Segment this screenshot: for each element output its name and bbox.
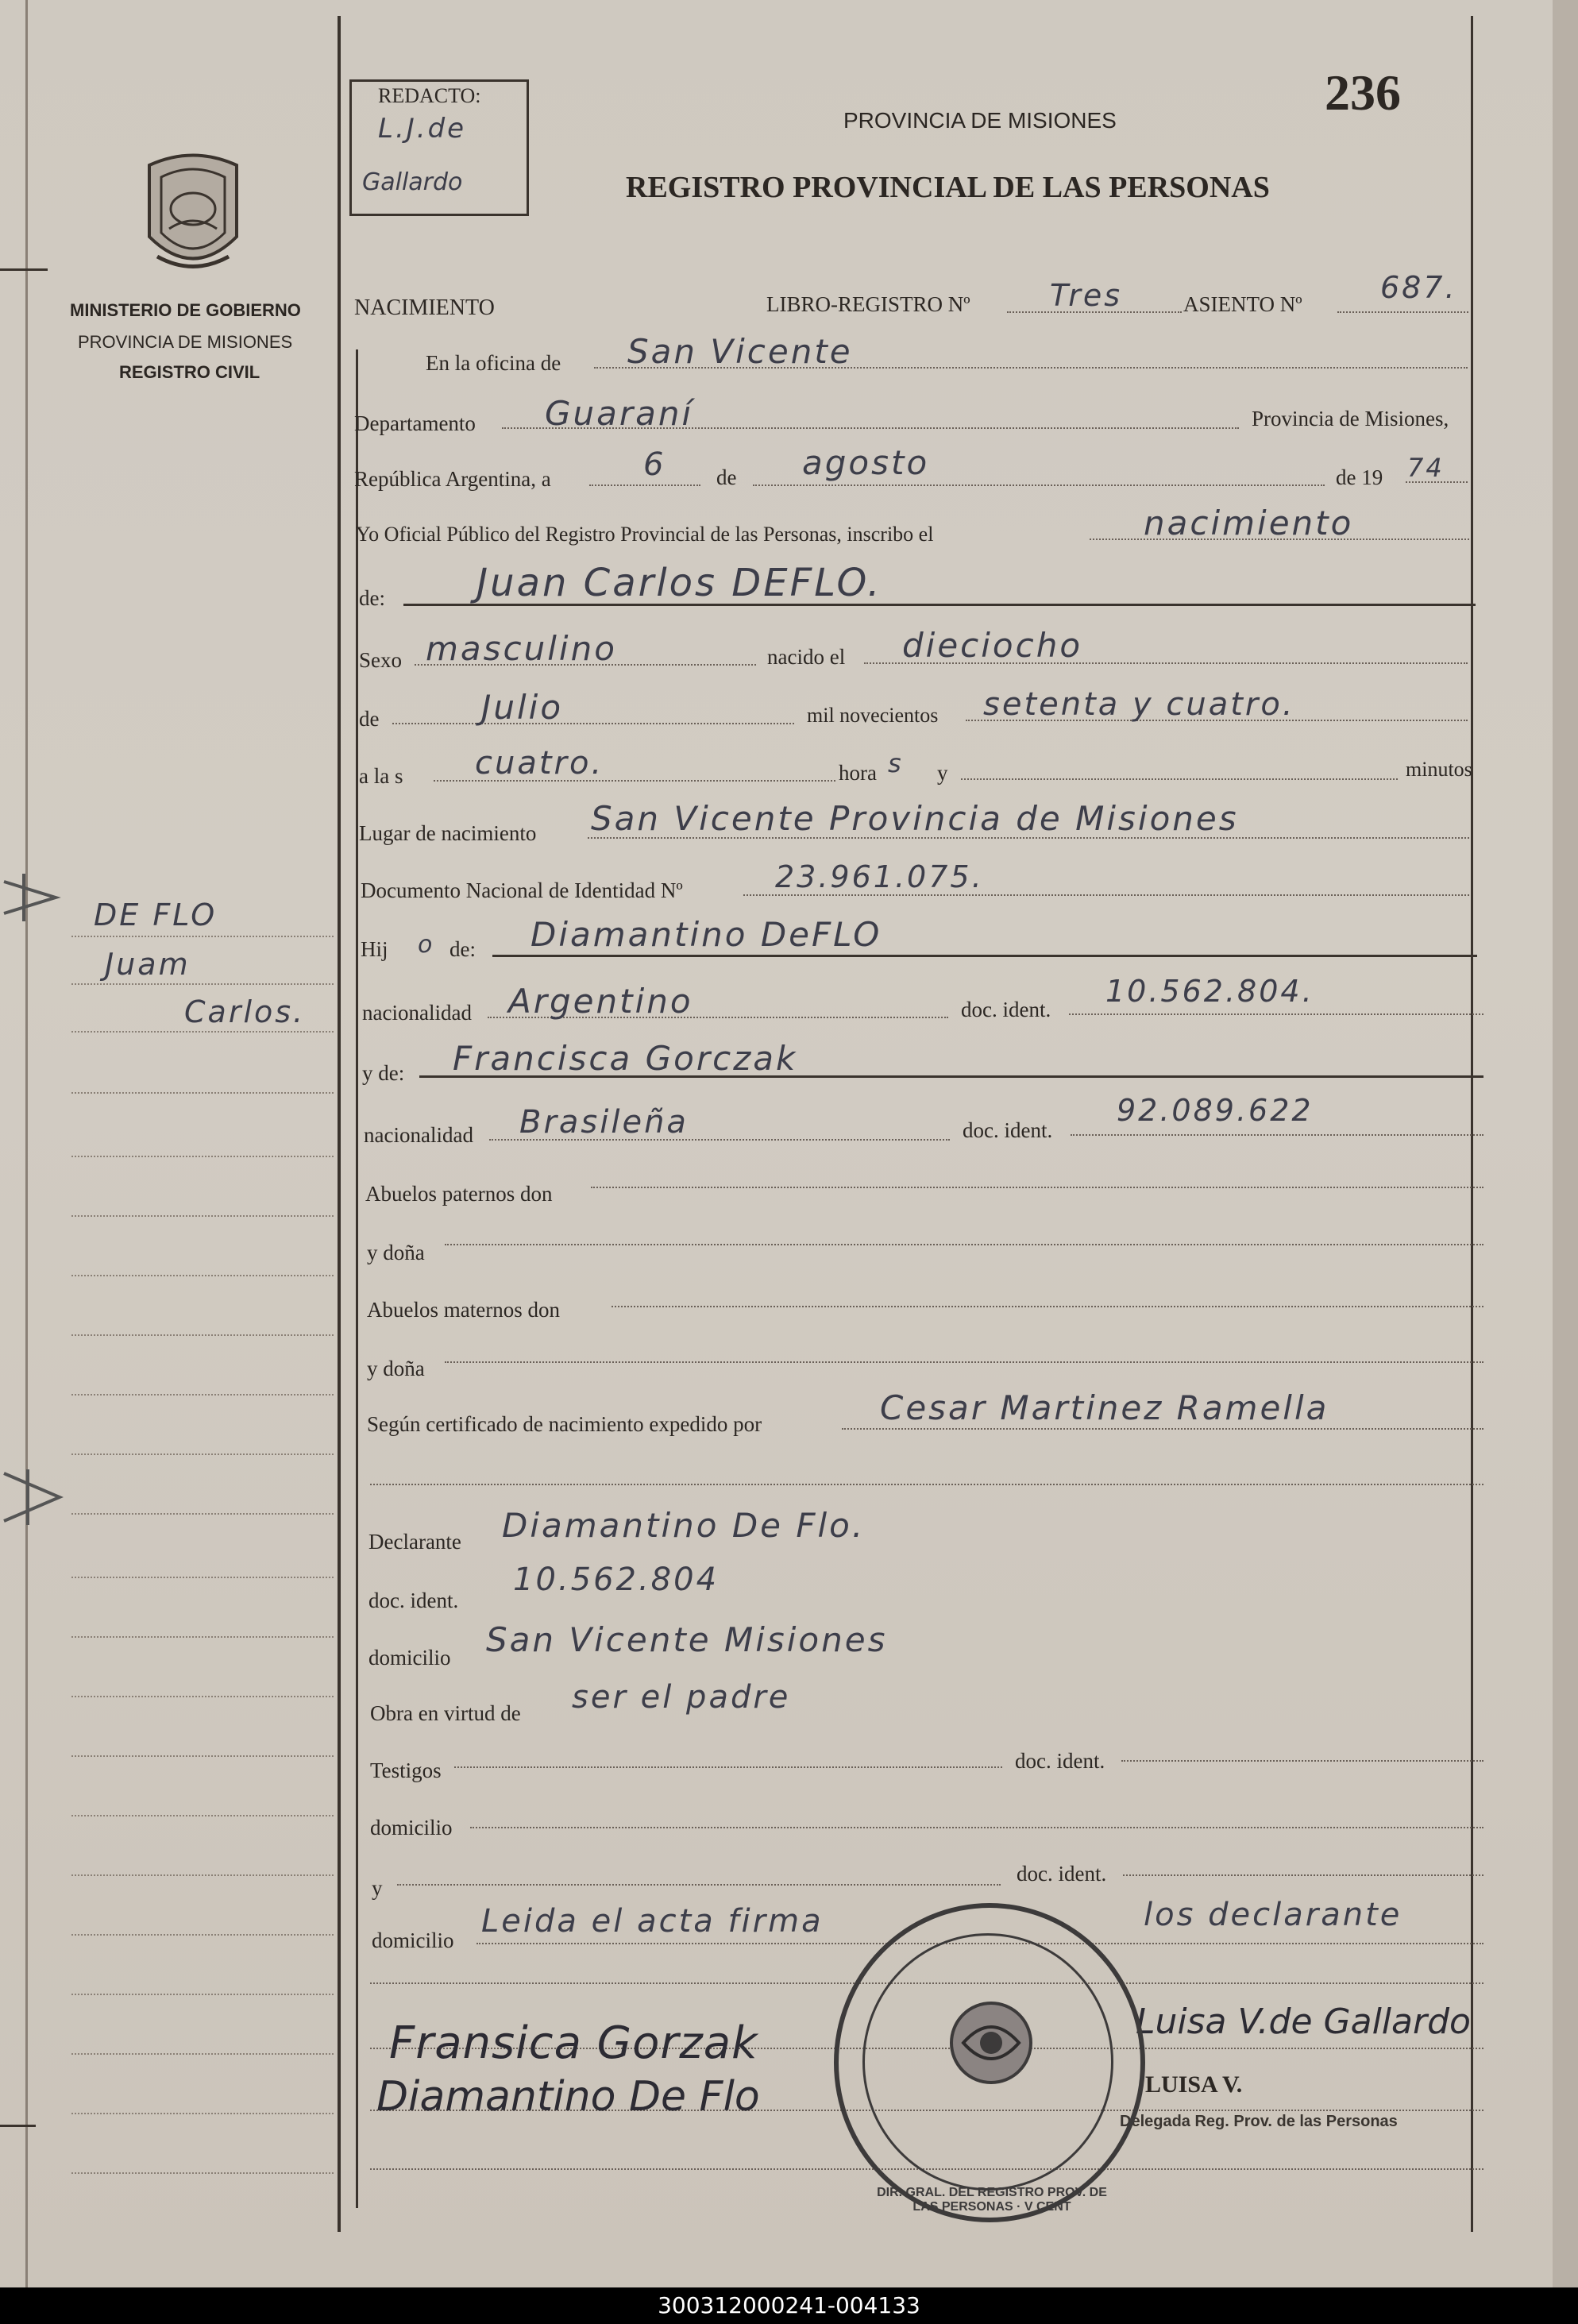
yo-oficial-label: Yo Oficial Público del Registro Provincial de las Personas, inscribo el [356, 523, 934, 546]
de-name-label: de: [359, 586, 385, 610]
binding-stitch-icon [0, 1465, 64, 1529]
mother-name[interactable]: Francisca Gorczak [453, 1039, 798, 1078]
sexo-value[interactable]: masculino [426, 629, 617, 668]
binding-tick [0, 2125, 36, 2127]
father-doc[interactable]: 10.562.804. [1105, 974, 1314, 1009]
margin-name-1: Juam [105, 947, 191, 982]
abuelos-paternos-line [591, 1187, 1483, 1188]
sexo-label: Sexo [359, 648, 402, 672]
officer-signature: Luisa V.de Gallardo [1136, 2002, 1471, 2042]
binding-line [25, 0, 28, 2287]
hijo-suffix: o [418, 931, 435, 959]
domicilio-label: domicilio [368, 1646, 451, 1670]
declarante-doc-label: doc. ident. [368, 1589, 459, 1612]
margin-name-2: Carlos. [184, 994, 306, 1029]
segun-value[interactable]: Cesar Martinez Ramella [880, 1388, 1329, 1427]
testigo-doc-label: doc. ident. [1015, 1749, 1105, 1773]
abuelos-paternos-dona-label: y doña [367, 1241, 425, 1264]
yo-oficial-value[interactable]: nacimiento [1144, 504, 1354, 542]
ministry-province: PROVINCIA DE MISIONES [78, 332, 293, 352]
mother-nationality-label: nacionalidad [364, 1123, 473, 1147]
testigo-doc-line [1121, 1760, 1483, 1762]
leida-value-2[interactable]: los declarante [1144, 1897, 1402, 1933]
testigos-label: Testigos [370, 1758, 442, 1782]
mother-doc-label: doc. ident. [963, 1118, 1053, 1142]
abuelos-maternos-dona-label: y doña [367, 1357, 425, 1380]
asiento-label: ASIENTO Nº [1183, 292, 1302, 316]
margin-surname: DE FLO [94, 898, 218, 932]
declarante-label: Declarante [368, 1530, 461, 1554]
registry-title: REGISTRO PROVINCIAL DE LAS PERSONAS [626, 171, 1270, 204]
mother-label: y de: [362, 1061, 405, 1085]
leida-value[interactable]: Leida el acta firma [481, 1903, 824, 1940]
page-edge [1553, 0, 1578, 2287]
mother-signature: Fransica Gorzak [389, 2017, 758, 2069]
father-nationality-label: nacionalidad [362, 1001, 472, 1025]
testigo-domicilio-label: domicilio [370, 1816, 453, 1840]
segun-line [842, 1428, 1483, 1430]
segun-line-2 [370, 1484, 1483, 1485]
binding-tick [0, 268, 48, 271]
minutos-label: minutos [1406, 758, 1472, 781]
y-label: y [937, 761, 948, 785]
declarante-doc-value[interactable]: 10.562.804 [513, 1562, 720, 1598]
redacto-value-2: Gallardo [362, 168, 463, 196]
nacido-label: nacido el [767, 645, 846, 669]
ala-label: a la s [359, 764, 403, 788]
month-line [753, 484, 1325, 486]
libro-value[interactable]: Tres [1050, 278, 1123, 313]
obra-value[interactable]: ser el padre [572, 1679, 791, 1716]
full-name-value[interactable]: Juan Carlos DEFLO. [476, 561, 882, 605]
domicilio3-label: domicilio [372, 1928, 454, 1952]
abuelos-paternos-label: Abuelos paternos don [365, 1182, 553, 1206]
obra-label: Obra en virtud de [370, 1701, 521, 1725]
ministry-title: MINISTERIO DE GOBIERNO [70, 300, 301, 320]
hijo-label: Hij [361, 937, 388, 961]
nacido-value[interactable]: dieciocho [902, 626, 1083, 665]
abuelos-paternos-dona-line [445, 1244, 1483, 1245]
father-doc-label: doc. ident. [961, 998, 1051, 1021]
abuelos-maternos-dona-line [445, 1361, 1483, 1363]
mother-doc[interactable]: 92.089.622 [1117, 1093, 1314, 1128]
stamp-emblem-icon [943, 1995, 1039, 2090]
abuelos-maternos-line [612, 1306, 1483, 1307]
father-signature: Diamantino De Flo [376, 2073, 760, 2121]
form-left-border [356, 349, 358, 2208]
left-column-divider [338, 16, 341, 2232]
year-label: de 19 [1336, 465, 1383, 489]
departamento-label: Departamento [354, 411, 476, 435]
redacto-value-1: L.J.de [378, 113, 467, 145]
domicilio-value[interactable]: San Vicente Misiones [486, 1620, 888, 1659]
hijo-de-label: de: [449, 937, 476, 961]
birth-month-value[interactable]: Julio [481, 688, 564, 727]
day-value[interactable]: 6 [643, 446, 666, 483]
officer-name-stamp: LUISA V. [1145, 2071, 1243, 2098]
redacto-label: REDACTO: [378, 84, 481, 107]
abuelos-maternos-label: Abuelos maternos don [367, 1298, 560, 1322]
oficina-label: En la oficina de [426, 351, 561, 375]
hora-label: hora [839, 761, 877, 785]
image-id-bar: 300312000241-004133 [0, 2287, 1578, 2324]
testigo-2-line [397, 1884, 1001, 1886]
oficina-value[interactable]: San Vicente [627, 332, 853, 371]
day-line [589, 484, 700, 486]
hora-suffix: s [888, 748, 904, 778]
month-value[interactable]: agosto [802, 443, 930, 482]
provincial-coat-of-arms-icon [133, 149, 253, 284]
de-label: de [716, 465, 737, 489]
republica-label: República Argentina, a [354, 467, 551, 491]
testigos-line [454, 1766, 1002, 1768]
de2-label: de [359, 707, 380, 731]
birth-month-line [392, 723, 794, 724]
father-nationality[interactable]: Argentino [508, 982, 693, 1021]
mother-nationality[interactable]: Brasileña [519, 1104, 689, 1141]
lugar-value[interactable]: San Vicente Provincia de Misiones [591, 799, 1239, 838]
page-number: 236 [1325, 64, 1401, 121]
year-value[interactable]: 74 [1407, 453, 1445, 483]
asiento-value[interactable]: 687. [1380, 270, 1457, 305]
record-type: NACIMIENTO [354, 295, 495, 320]
father-line [492, 955, 1477, 957]
father-doc-line [1069, 1013, 1483, 1015]
province-title: PROVINCIA DE MISIONES [843, 108, 1117, 133]
provincia-label: Provincia de Misiones, [1252, 407, 1449, 430]
birth-year-value[interactable]: setenta y cuatro. [983, 686, 1295, 723]
ministry-registry: REGISTRO CIVIL [119, 362, 260, 382]
mother-doc-line [1071, 1134, 1483, 1136]
declarante-value[interactable]: Diamantino De Flo. [502, 1506, 866, 1545]
dni-label: Documento Nacional de Identidad Nº [361, 878, 683, 902]
asiento-line [1337, 311, 1468, 313]
form-right-border [1471, 16, 1473, 2232]
departamento-value[interactable]: Guaraní [545, 394, 694, 433]
libro-label: LIBRO-REGISTRO Nº [766, 292, 970, 316]
binding-stitch-icon [0, 870, 64, 925]
mil-label: mil novecientos [807, 704, 939, 727]
dni-line [743, 894, 1469, 896]
segun-label: Según certificado de nacimiento expedido por [367, 1412, 762, 1436]
officer-title-stamp: Delegada Reg. Prov. de las Personas [1120, 2113, 1398, 2130]
testigo-domicilio-line [470, 1827, 1483, 1828]
stamp-text: DIR. GRAL. DEL REGISTRO PROV. DE LAS PERSONAS · V CENT [877, 2186, 1107, 2214]
minutes-line [961, 778, 1398, 780]
father-name[interactable]: Diamantino DeFLO [531, 915, 882, 954]
hour-value[interactable]: cuatro. [475, 745, 604, 782]
testigo-2-doc-label: doc. ident. [1017, 1862, 1107, 1886]
lugar-label: Lugar de nacimiento [359, 821, 537, 845]
y2-label: y [372, 1876, 383, 1900]
testigo-2-doc-line [1123, 1874, 1483, 1876]
dni-value[interactable]: 23.961.075. [775, 859, 984, 894]
year-line [1406, 481, 1468, 483]
